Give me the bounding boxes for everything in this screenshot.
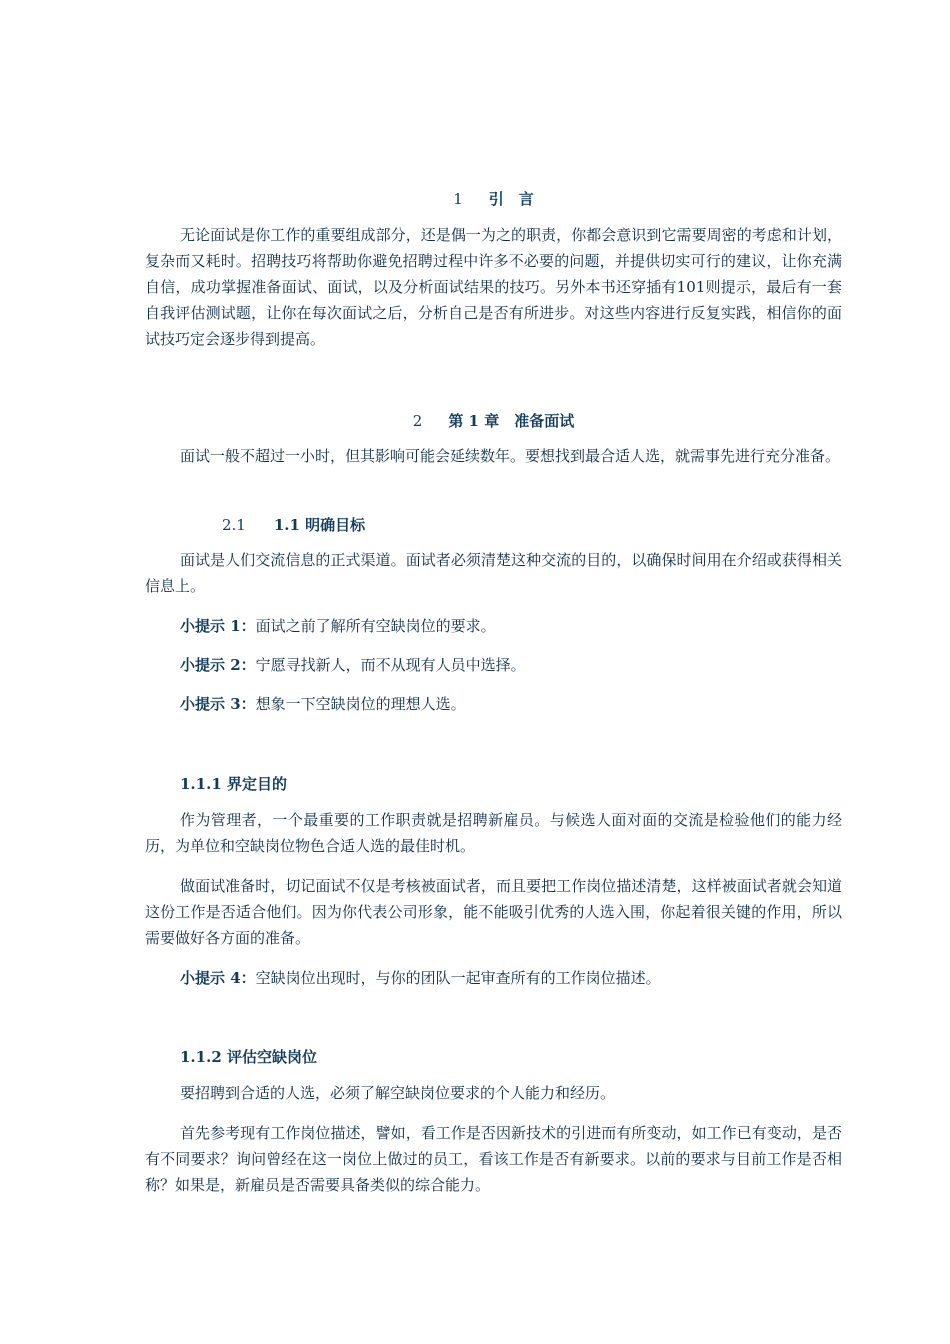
heading-section-1-1-2: 1.1.2 评估空缺岗位	[180, 1048, 317, 1066]
tip-3	[180, 691, 466, 717]
section-1-1-1-paragraph-1: 作为管理者，一个最重要的工作职责就是招聘新雇员。与候选人面对面的交流是检验他们的能力经历，为单位和空缺岗位物色合适人选的最佳时机。	[145, 811, 842, 855]
heading-title: 1.1 明确目标	[273, 516, 366, 534]
section-1-1-paragraph-block	[145, 547, 842, 599]
heading-intro	[145, 188, 842, 209]
intro-paragraph: 无论面试是你工作的重要组成部分，还是偶一为之的职责，你都会意识到它需要周密的考虑和计划，复杂而又耗时。招聘技巧将帮助你避免招聘过程中许多不必要的问题，并提供切实可行的建议，让你充满自信，成功掌握准备面试、面试，以及分析面试结果的技巧。另外本书还穿插有101则提示，最后有一套自我评估测试题，让你在每次面试之后，分析自己是否有所进步。对这些内容进行反复实践，相信你的面试技巧定会逐步得到提高。	[145, 226, 842, 348]
section-1-1-2-paragraph-1-block	[145, 1080, 842, 1106]
section-1-1-paragraph: 面试是人们交流信息的正式渠道。面试者必须清楚这种交流的目的，以确保时间用在介绍或获得相关信息上。	[145, 551, 842, 595]
tip-text: 想象一下空缺岗位的理想人选。	[255, 695, 466, 713]
chapter-1-paragraph-block	[145, 443, 842, 469]
heading-chapter-1	[145, 410, 842, 431]
tip-2	[180, 652, 526, 678]
heading-title: 第 1 章 准备面试	[448, 412, 575, 430]
section-1-1-2-paragraph-2: 首先参考现有工作岗位描述，譬如，看工作是否因新技术的引进而有所变动，如工作已有变动，是否有不同要求？询问曾经在这一岗位上做过的员工，看该工作是否有新要求。以前的要求与目前工作是否相称？如果是，新雇员是否需要具备类似的综合能力。	[145, 1124, 842, 1194]
chapter-1-paragraph: 面试一般不超过一小时，但其影响可能会延续数年。要想找到最合适人选，就需事先进行充分准备。	[180, 447, 841, 465]
section-1-1-2-paragraph-2-block	[145, 1120, 842, 1198]
tip-label: 小提示 1：	[180, 617, 256, 635]
section-1-1-1-paragraph-2-block	[145, 873, 842, 951]
tip-text: 空缺岗位出现时，与你的团队一起审查所有的工作岗位描述。	[255, 969, 661, 987]
heading-title: 引 言	[488, 190, 534, 208]
tip-label: 小提示 3：	[180, 695, 256, 713]
tip-1	[180, 613, 496, 639]
tip-label: 小提示 2：	[180, 656, 256, 674]
tip-label: 小提示 4：	[180, 969, 256, 987]
section-1-1-1-paragraph-1-block	[145, 807, 842, 859]
heading-number: 2.1	[222, 516, 246, 534]
intro-paragraph-block	[145, 222, 842, 352]
section-1-1-1-paragraph-2: 做面试准备时，切记面试不仅是考核被面试者，而且要把工作岗位描述清楚，这样被面试者就会知道这份工作是否适合他们。因为你代表公司形象，能不能吸引优秀的人选入围，你起着很关键的作用，所以需要做好各方面的准备。	[145, 877, 842, 947]
section-1-1-2-paragraph-1: 要招聘到合适的人选，必须了解空缺岗位要求的个人能力和经历。	[180, 1084, 616, 1102]
tip-4	[180, 965, 661, 991]
heading-section-1-1-1: 1.1.1 界定目的	[180, 775, 287, 793]
tip-text: 面试之前了解所有空缺岗位的要求。	[255, 617, 496, 635]
heading-number: 1	[453, 190, 463, 208]
heading-number: 2	[412, 412, 423, 430]
tip-text: 宁愿寻找新人，而不从现有人员中选择。	[255, 656, 526, 674]
heading-section-1-1	[222, 514, 365, 535]
